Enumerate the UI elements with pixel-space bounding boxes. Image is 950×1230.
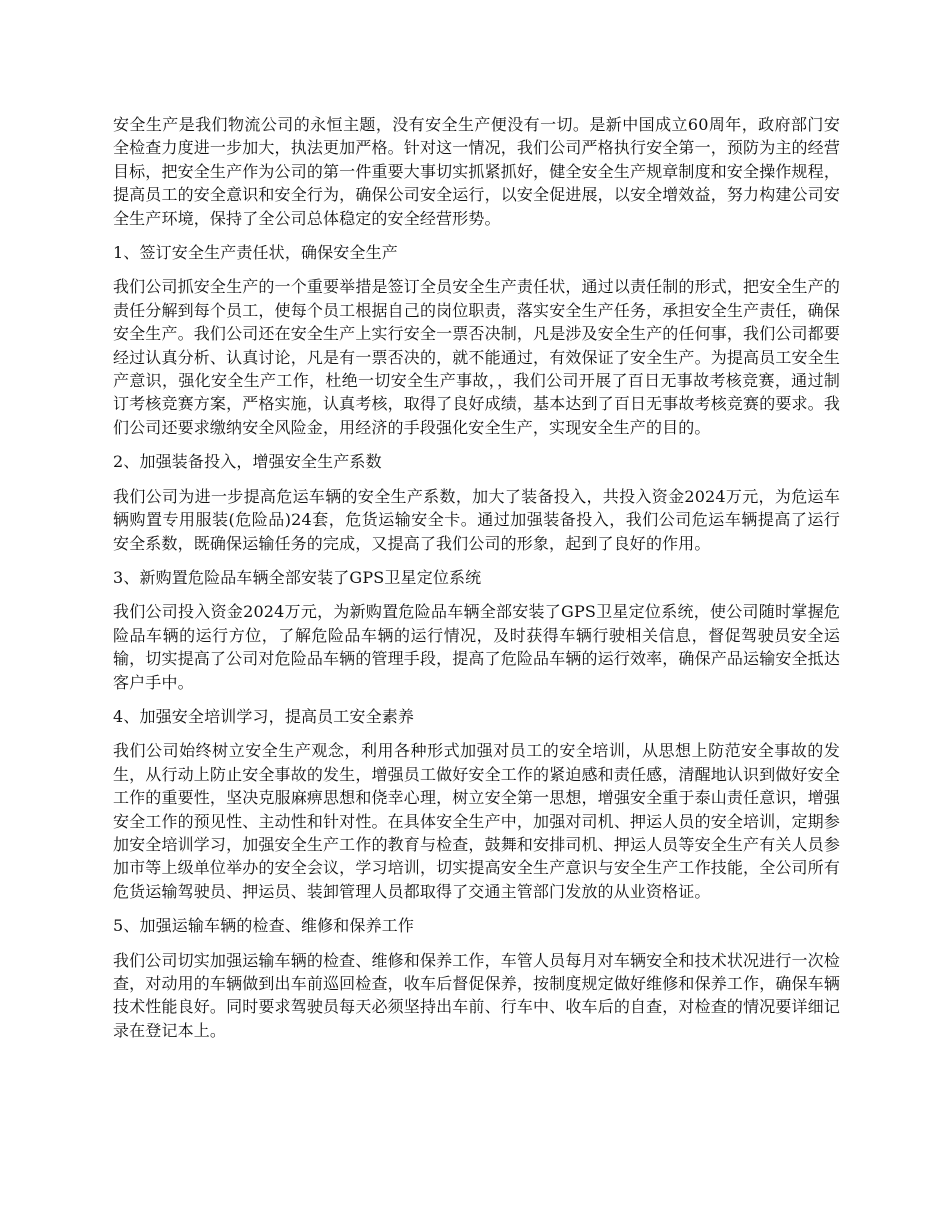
intro-paragraph: 安全生产是我们物流公司的永恒主题，没有安全生产便没有一切。是新中国成立60周年，政府部门安全检查力度进一步加大，执法更加严格。针对这一情况，我们公司严格执行安全第一，预防为主的经营目标，把安全生产作为公司的第一件重要大事切实抓紧抓好，健全安全生产规章制度和安全操作规程，提高员工的安全意识和安全行为，确保公司安全运行，以安全促进展，以安全增效益，努力构建公司安全生产环境，保持了全公司总体稳定的安全经营形势。 <box>113 115 840 228</box>
section-heading-1: 1、签订安全生产责任状，确保安全生产 <box>113 243 398 263</box>
document-body <box>113 113 840 1053</box>
section-heading-5: 5、加强运输车辆的检查、维修和保养工作 <box>113 916 415 936</box>
section-heading-4: 4、加强安全培训学习，提高员工安全素养 <box>113 706 415 726</box>
section-heading-3: 3、新购置危险品车辆全部安装了GPS卫星定位系统 <box>113 567 482 587</box>
section-paragraph-2: 我们公司为进一步提高危运车辆的安全生产系数，加大了装备投入，共投入资金2024万元，为危运车辆购置专用服装(危险品)24套，危货运输安全卡。通过加强装备投入，我们公司危运车辆提高了运行安全系数，既确保运输任务的完成，又提高了我们公司的形象，起到了良好的作用。 <box>113 486 840 553</box>
section-paragraph-5: 我们公司切实加强运输车辆的检查、维修和保养工作，车管人员每月对车辆安全和技术状况进行一次检查，对动用的车辆做到出车前巡回检查，收车后督促保养，按制度规定做好维修和保养工作，确保车辆技术性能良好。同时要求驾驶员每天必须坚持出车前、行车中、收车后的自查，对检查的情况要详细记录在登记本上。 <box>113 950 840 1040</box>
section-paragraph-3: 我们公司投入资金2024万元，为新购置危险品车辆全部安装了GPS卫星定位系统，使公司随时掌握危险品车辆的运行方位，了解危险品车辆的运行情况，及时获得车辆行驶相关信息，督促驾驶员安全运输，切实提高了公司对危险品车辆的管理手段，提高了危险品车辆的运行效率，确保产品运输安全抵达客户手中。 <box>113 602 840 692</box>
section-heading-2: 2、加强装备投入，增强安全生产系数 <box>113 452 382 472</box>
section-paragraph-1: 我们公司抓安全生产的一个重要举措是签订全员安全生产责任状，通过以责任制的形式，把安全生产的责任分解到每个员工，使每个员工根据自己的岗位职责，落实安全生产任务，承担安全生产责任，确保安全生产。我们公司还在安全生产上实行安全一票否决制，凡是涉及安全生产的任何事，我们公司都要经过认真分析、认真讨论，凡是有一票否决的，就不能通过，有效保证了安全生产。为提高员工安全生产意识，强化安全生产工作，杜绝一切安全生产事故，，我们公司开展了百日无事故考核竞赛，通过制订考核竞赛方案，严格实施，认真考核，取得了良好成绩，基本达到了百日无事故考核竞赛的要求。我们公司还要求缴纳安全风险金，用经济的手段强化安全生产，实现安全生产的目的。 <box>113 277 840 437</box>
section-paragraph-4: 我们公司始终树立安全生产观念，利用各种形式加强对员工的安全培训，从思想上防范安全事故的发生，从行动上防止安全事故的发生，增强员工做好安全工作的紧迫感和责任感，清醒地认识到做好安全工作的重要性，坚决克服麻痹思想和侥幸心理，树立安全第一思想，增强安全重于泰山责任意识，增强安全工作的预见性、主动性和针对性。在具体安全生产中，加强对司机、押运人员的安全培训，定期参加安全培训学习，加强安全生产工作的教育与检查，鼓舞和安排司机、押运人员等安全生产有关人员参加市等上级单位举办的安全会议，学习培训，切实提高安全生产意识与安全生产工作技能，全公司所有危货运输驾驶员、押运员、装卸管理人员都取得了交通主管部门发放的从业资格证。 <box>113 741 840 901</box>
